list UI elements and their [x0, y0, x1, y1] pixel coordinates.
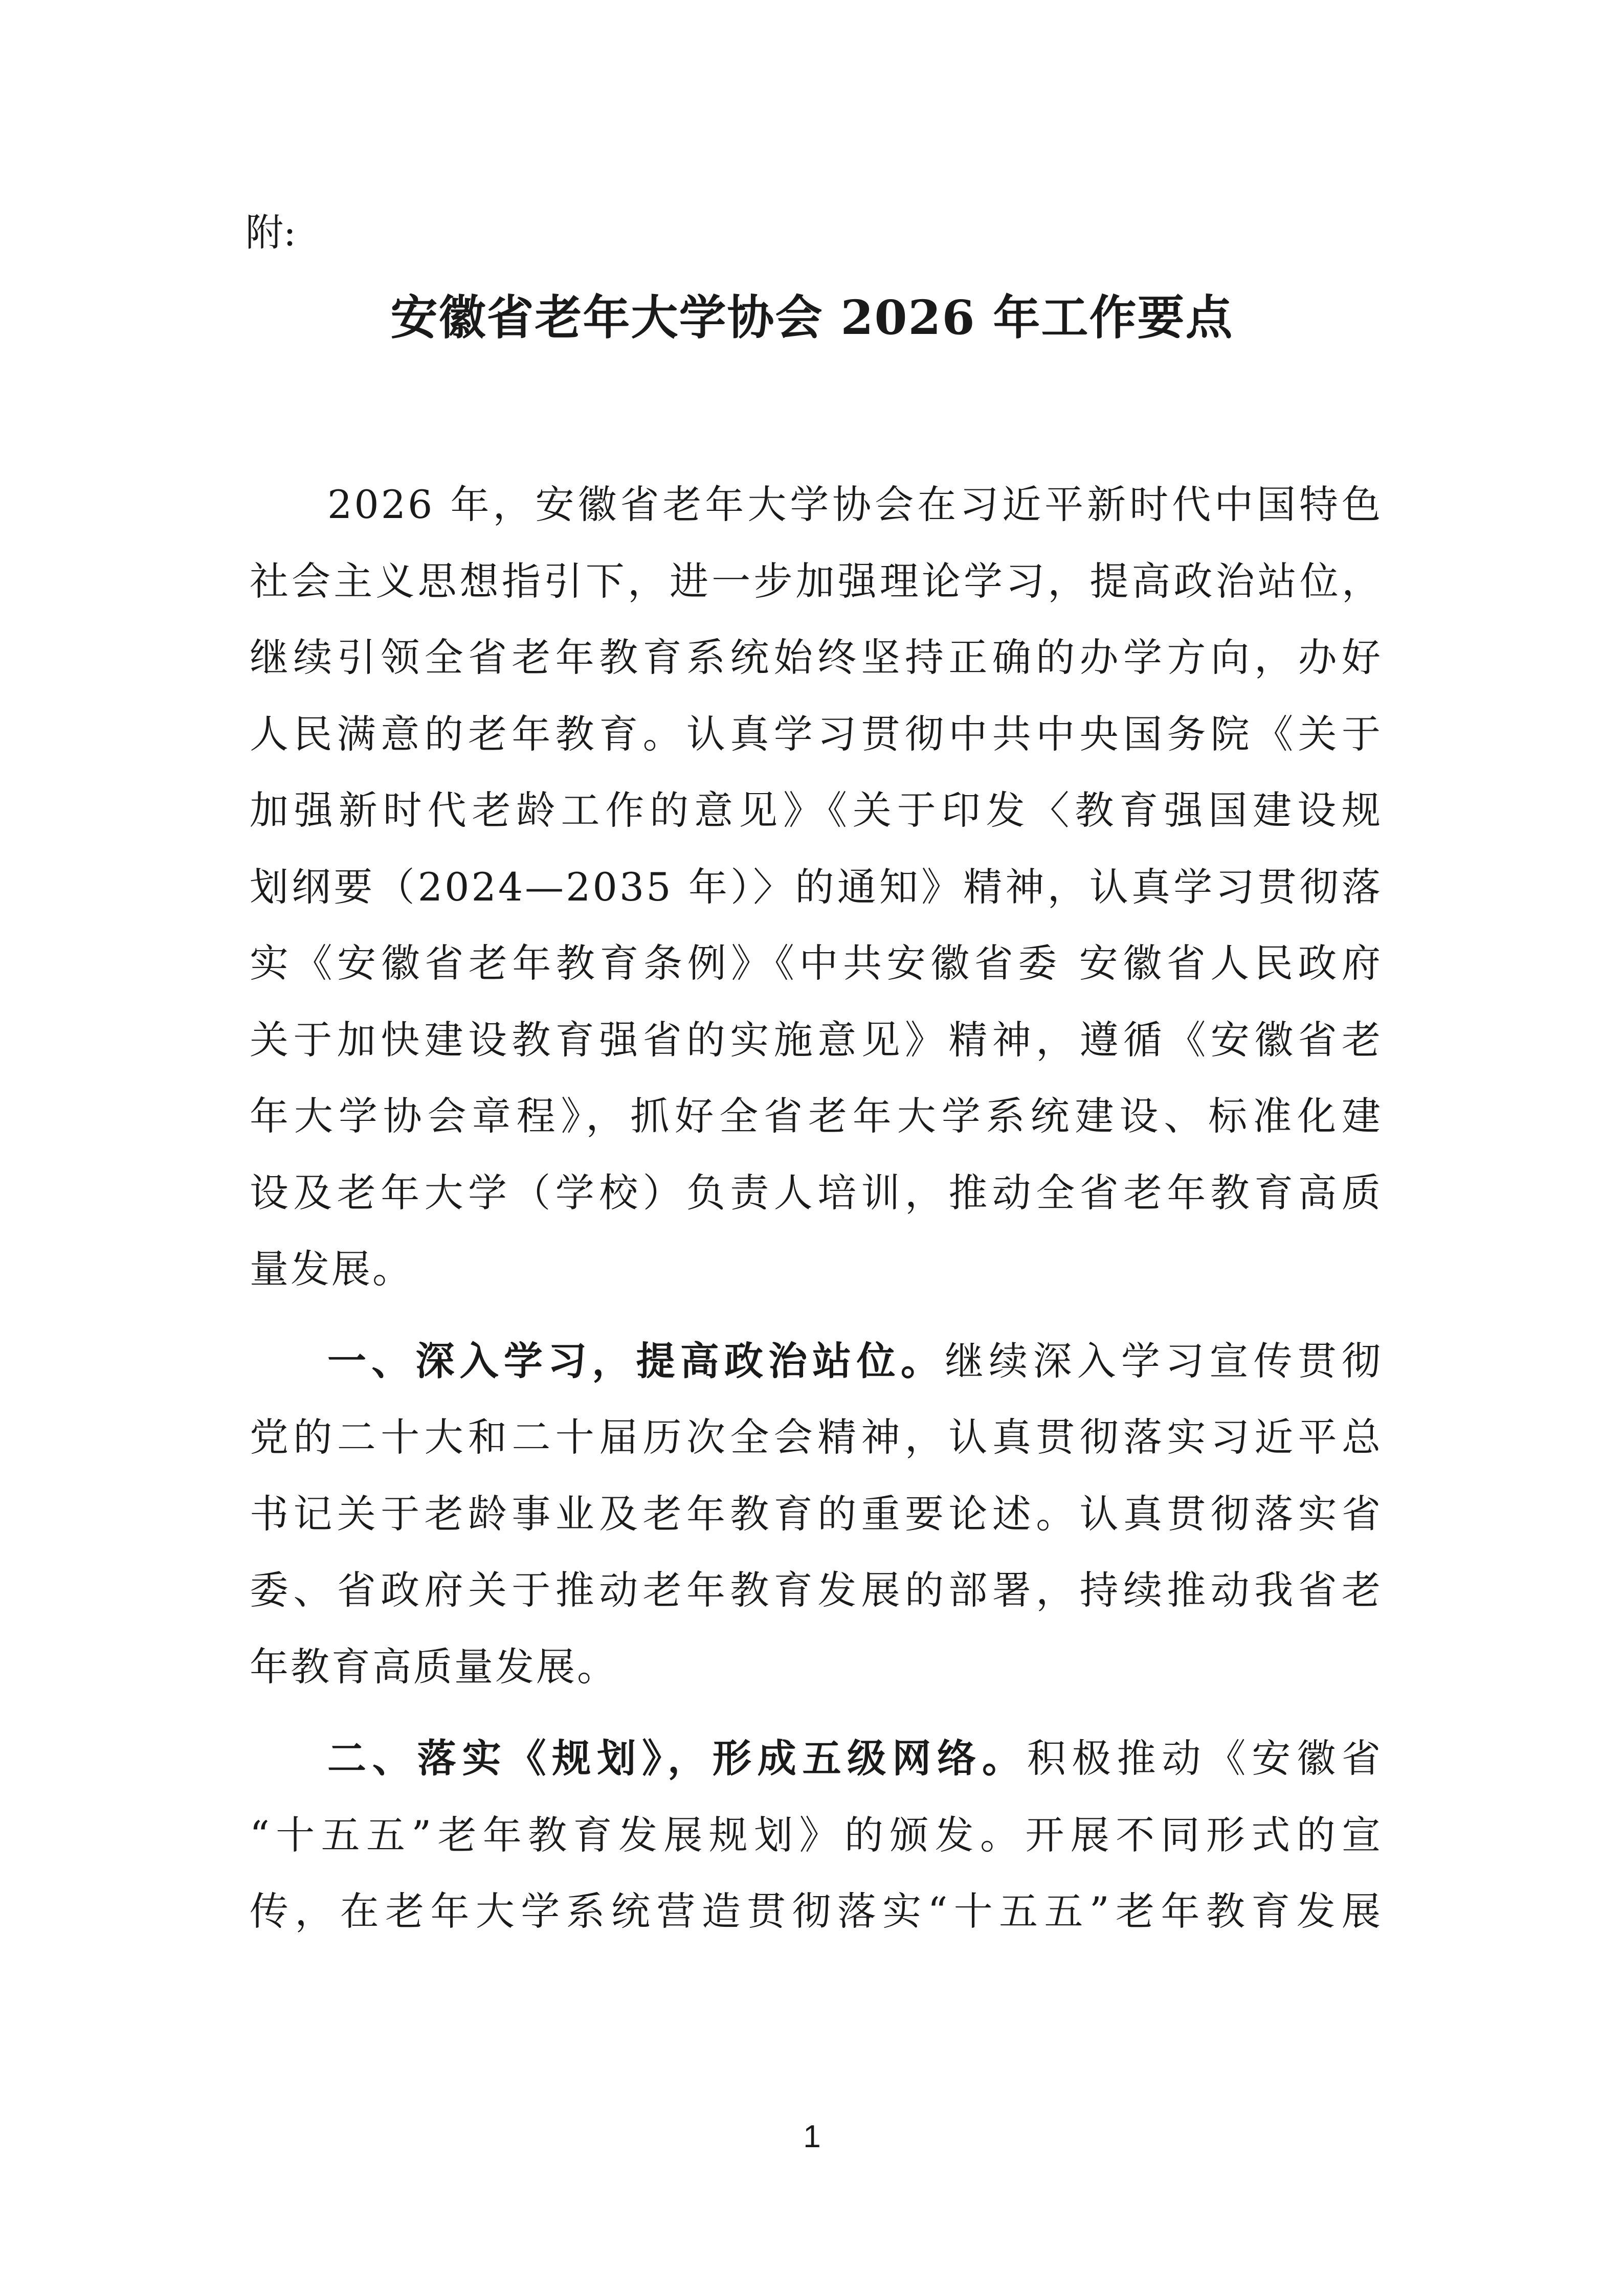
paragraph-line: 实《安徽省老年教育条例》《中共安徽省委 安徽省人民政府: [250, 940, 1383, 986]
section-2-first-line: [250, 1720, 1383, 1797]
paragraph-line: 2026 年，安徽省老年大学协会在习近平新时代中国特色: [327, 482, 1383, 527]
paragraph-line: 年大学协会章程》，抓好全省老年大学系统建设、标准化建: [250, 1093, 1383, 1139]
paragraph-line: 加强新时代老龄工作的意见》《关于印发〈教育强国建设规: [250, 787, 1383, 833]
paragraph-line: 传，在老年大学系统营造贯彻落实“十五五”老年教育发展: [250, 1888, 1383, 1934]
section-1-heading: 一、深入学习，提高政治站位。: [327, 1338, 945, 1384]
paragraph-line: 党的二十大和二十届历次全会精神，认真贯彻落实习近平总: [250, 1414, 1383, 1460]
paragraph-line: 人民满意的老年教育。认真学习贯彻中共中央国务院《关于: [250, 711, 1383, 757]
paragraph-line: 关于加快建设教育强省的实施意见》精神，遵循《安徽省老: [250, 1017, 1383, 1063]
document-title: 安徽省老年大学协会 2026 年工作要点: [390, 290, 1234, 345]
paragraph-line: 委、省政府关于推动老年教育发展的部署，持续推动我省老: [250, 1567, 1383, 1613]
attachment-label: 附:: [246, 211, 296, 255]
section-1-paragraph: [250, 1323, 1383, 1705]
paragraph-line: 书记关于老龄事业及老年教育的重要论述。认真贯彻落实省: [250, 1491, 1383, 1537]
section-1-first-line: [250, 1323, 1383, 1400]
page-number: 1: [803, 2119, 821, 2154]
paragraph-line: 设及老年大学（学校）负责人培训，推动全省老年教育高质: [250, 1169, 1383, 1215]
paragraph-line: 划纲要（2024—2035 年）〉的通知》精神，认真学习贯彻落: [250, 864, 1383, 910]
document-body: [250, 466, 1383, 1950]
section-2-paragraph: [250, 1720, 1383, 1950]
paragraph-line: 继续引领全省老年教育系统始终坚持正确的办学方向，办好: [250, 635, 1383, 680]
paragraph-line: “十五五”老年教育发展规划》的颁发。开展不同形式的宣: [250, 1812, 1383, 1858]
paragraph-line: 年教育高质量发展。: [250, 1644, 618, 1690]
intro-paragraph: [250, 466, 1383, 1308]
paragraph-line: 量发展。: [250, 1246, 413, 1292]
section-2-heading: 二、落实《规划》，形成五级网络。: [327, 1736, 1027, 1781]
paragraph-line: 社会主义思想指引下，进一步加强理论学习，提高政治站位，: [250, 558, 1383, 604]
section-1-first-line-text: 继续深入学习宣传贯彻: [945, 1338, 1383, 1384]
section-2-first-line-text: 积极推动《安徽省: [1027, 1736, 1383, 1781]
